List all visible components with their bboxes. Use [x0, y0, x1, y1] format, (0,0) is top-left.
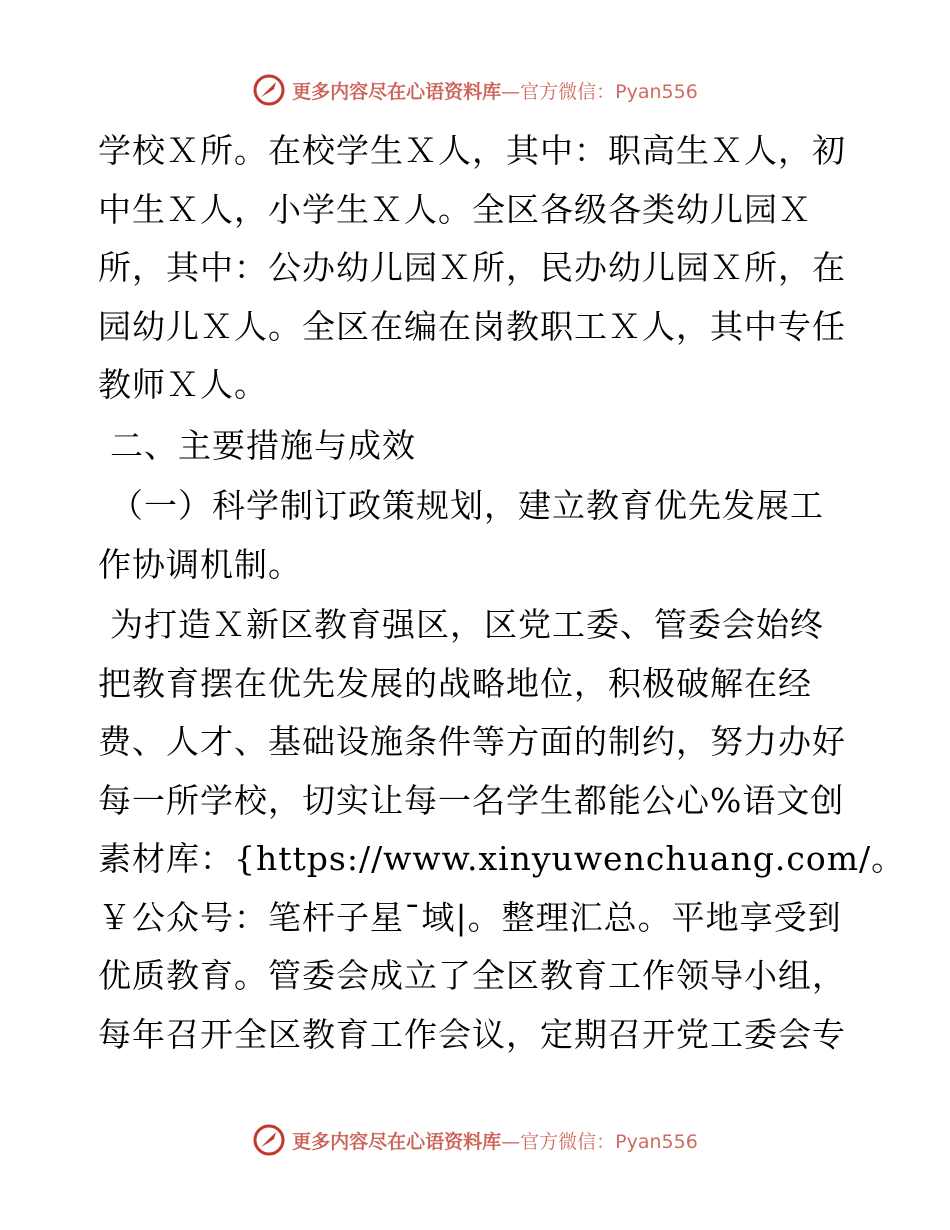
paragraph-2 [98, 596, 906, 1064]
header-watermark-banner [0, 70, 950, 110]
text-line: 素材库：{https://www.xinyuwenchuang.com/。 [98, 839, 906, 878]
document-body [98, 122, 906, 1064]
text-line: 所，其中：公办幼儿园Ｘ所，民办幼儿园Ｘ所，在 [98, 248, 846, 287]
header-banner-left-text: 更多内容尽在心语资料库 [292, 80, 502, 103]
text-line: 费、人才、基础设施条件等方面的制约，努力办好 [98, 722, 846, 761]
feather-logo-icon [252, 1123, 286, 1157]
text-line: 每年召开全区教育工作会议，定期召开党工委会专 [98, 1014, 846, 1054]
section-heading: 二、主要措施与成效 [110, 425, 416, 465]
subsection-heading [98, 477, 858, 594]
text-line: 优质教育。管委会成立了全区教育工作领导小组， [98, 956, 846, 995]
text-line: 园幼儿Ｘ人。全区在编在岗教职工Ｘ人，其中专任 [98, 306, 846, 346]
footer-watermark-banner [0, 1120, 950, 1160]
text-line: 教师Ｘ人。 [98, 365, 268, 404]
text-line: 把教育摆在优先发展的战略地位，积极破解在经 [98, 663, 812, 703]
text-line: ￥公众号：笔杆子星¯域|。整理汇总。平地享受到 [98, 897, 842, 937]
feather-logo-icon [252, 73, 286, 107]
paragraph-1 [98, 122, 858, 415]
header-banner-right-text: —官方微信：Pyan556 [501, 80, 698, 103]
text-line: 作协调机制。 [98, 544, 302, 584]
text-line: 为打造Ｘ新区教育强区，区党工委、管委会始终 [110, 605, 824, 644]
text-line: 中生Ｘ人，小学生Ｘ人。全区各级各类幼儿园Ｘ [98, 189, 812, 229]
text-line: 学校Ｘ所。在校学生Ｘ人，其中：职高生Ｘ人，初 [98, 131, 846, 170]
footer-banner-right-text: —官方微信：Pyan556 [501, 1130, 698, 1153]
text-line: （一）科学制订政策规划，建立教育优先发展工 [110, 486, 824, 525]
text-line: 每一所学校，切实让每一名学生都能公心%语文创 [98, 780, 845, 820]
footer-banner-left-text: 更多内容尽在心语资料库 [292, 1130, 502, 1153]
